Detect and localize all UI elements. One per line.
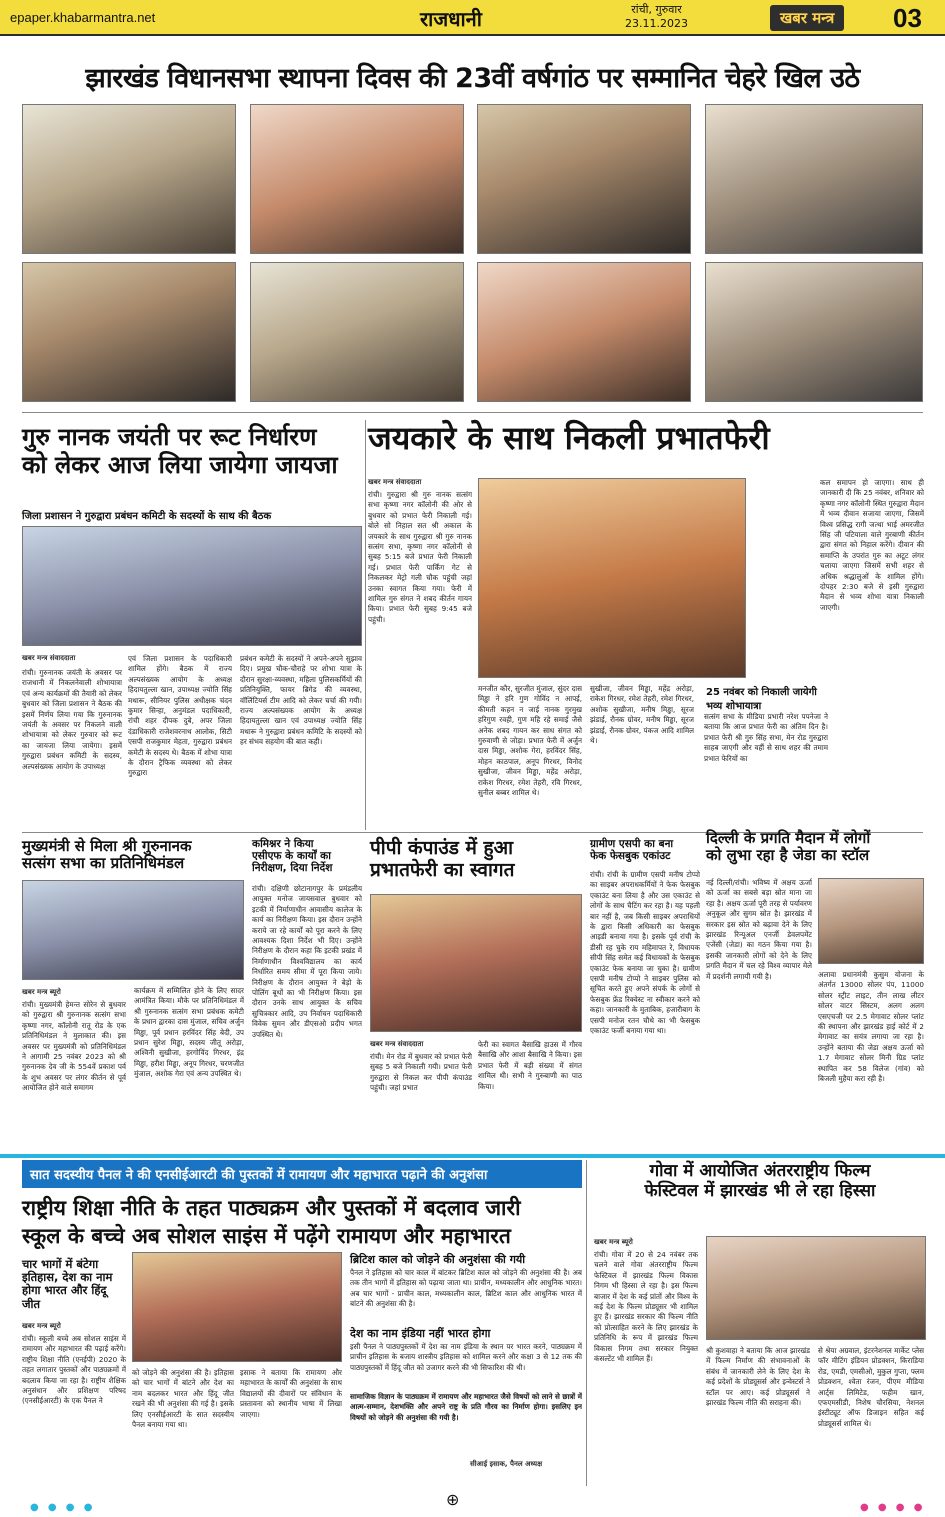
article-column: पैनल ने इतिहास को चार काल में बांटकर ब्रिटिश काल को जोड़ने की अनुशंसा की है। अब तक तीन भागों में इतिहास को पढ़ाया जाता था। प्राचीन, मध्यकालीन और आधुनिक भारत। अब चार भागों - प्राचीन काल, मध्यकालीन काल, ब्रिटिश काल और आधुनिक भारत में बांटने की अनुशंसा की है। (350, 1268, 582, 1309)
india-head: देश का नाम इंडिया नहीं भारत होगा (350, 1327, 491, 1340)
byline: खबर मन्त्र ब्यूरो (22, 1322, 61, 1330)
ncert-side-head: चार भागों में बंटेगा इतिहास, देश का नाम होगा भारत और हिंदू जीत (22, 1257, 113, 1311)
photo-award-2 (250, 104, 464, 254)
headline-line: पीपी कंपाउंड में हुआ (370, 837, 514, 859)
footer (0, 1496, 945, 1517)
byline: खबर मन्त्र संवाददाता (22, 654, 76, 662)
headline-line: स्कूल के बच्चे अब सोशल साइंस में पढ़ेंगे रामायण और महाभारत (22, 1224, 511, 1249)
photo-ramayana (132, 1252, 342, 1362)
color-registration-dots: ● ● ● ● (860, 1502, 926, 1513)
ppcompound-headline (370, 838, 580, 882)
article-column: मनजीत कौर, सुरजीत मुंजाल, सुंदर दास मिड्ढा ने हरि गुण गोविंद न आपई, कीमती कहन न जाई नानक गुरमुख हरिगुण रवही, गुण महि रहे समाई जैसे अनेक शबद गायन कर साध संगत को गुरुवाणी से जोड़ा। प्रभात फेरी में अर्जुन दास मिड्ढा, अशोक गेरा, हरविंदर सिंह, मोहन काठपाल, अनूप गिरधर, विनोद सुखीजा, जीवन मिड्ढा, महेंद्र अरोड़ा, राकेश गिरधर, रमेश तेहरी, रवि गिरधर, सुनील बब्बर शामिल थे। (478, 684, 582, 798)
photo-meeting (22, 526, 362, 646)
article-column: सत्संग सभा के मीडिया प्रभारी नरेश पपनेजा ने बताया कि आज प्रभात फेरी का अंतिम दिन है। प्रभात फेरी श्री गुरु सिंह सभा, मेन रोड गुरुद्वारा साहब जाएगी और वहीं से साथ शहर की तमाम प्रभात फेरियों का (704, 712, 828, 763)
photo-award-8 (705, 262, 923, 402)
article-column: फेरी का स्वागत बैसाखि हाउस में गौरव बैसाखि और आशा बैसाखि ने किया। इस प्रभात फेरी में बड़ी संख्या में संगत शामिल थी। सभी ने गुरुबाणी का पाठ किया। (478, 1040, 582, 1091)
headline-line: फेक फेसबुक एकांउट (590, 850, 671, 863)
fakefb-headline (590, 838, 702, 862)
article-column: इसाक ने बताया कि रामायण और महाभारत के कार्यों की अनुशंसा के साथ विद्यालयों की दीवारों पर संविधान के प्रस्तावना को स्थानीय भाषा में लिखा जाएगा। (240, 1368, 342, 1419)
prabhatferi-subhead: 25 नवंबर को निकाली जायेगी भव्य शोभायात्रा (706, 687, 817, 712)
byline: खबर मन्त्र संवाददाता (370, 1040, 424, 1048)
article-column: रांची। गुरुनानक जयंती के अवसर पर राजधानी में निकलनेवाली शोभायात्रा एवं अन्य कार्यक्रमों की तैयारी को लेकर बुधवार को जिला प्रशासन ने बैठक की इसमें निर्णय लिया गया कि गुरुनानक जयंती के अवसर पर निकलने वाली शोभायात्रा को लेकर गुरुवार को रूट का जायजा लिया जायेगा। इसमें गुरुद्वारा प्रबंधन कमिटी के सदस्य, अल्पसंख्यक आयोग के उपाध्यक्ष (22, 668, 122, 771)
photo-award-1 (22, 104, 236, 254)
site-url[interactable]: epaper.khabarmantra.net (10, 10, 156, 25)
article-column: सुखीजा, जीवन मिड्ढा, महेंद्र अरोड़ा, राकेश गिरधर, रमेश तेहरी, रमेश गिरधर, अशोक सुखीजा, मनीष मिड्ढा, सूरज झंडाई, रौनक ग्रोवर, मनीष मिड्ढा, सूरज झंडाई, रौनक ग्रोवर, पंकज आदि शामिल थे। (590, 684, 694, 746)
article-column: रांची। दक्षिणी छोटानागपुर के प्रमंडलीय आयुक्त मनोज जायसवाल बुधवार को इटकी में निर्माणाधीन आवासीय कालेज के कार्य का निरीक्षण किया। इस दौरान उन्होंने कराये जा रहे कार्यों को पूरा करने के लिए आवश्यक दिशा निर्देश भी दिए। उन्होंने निरीक्षण के दौरान कहा कि इटकी प्रखंड में निर्माणाधीन विश्वविद्यालय का कार्य निर्धारित समय सीमा में पूरा किया जाये। निरीक्षण के दौरान आयुक्त ने बेड़ो के पोलिंग बूथों का भी निरीक्षण किया। इस दौरान उनके साथ आयुक्त के सचिव सुचित्रकार आदि, उप निर्वाचन पदाधिकारी विवेक सुमन और डीएसओ प्रदीप भगत उपस्थित थे। (252, 884, 362, 1039)
headline-line: राष्ट्रीय शिक्षा नीति के तहत पाठ्यक्रम और पुस्तकों में बदलाव जारी (22, 1196, 521, 1220)
delhi-headline (706, 830, 928, 865)
color-registration-dots: ● ● ● ● (30, 1502, 96, 1513)
headline-line: फेस्टिवल में झारखंड भी ले रहा हिस्सा (644, 1180, 876, 1201)
byline: खबर मन्त्र संवाददाता (368, 478, 422, 486)
ncert-headline (22, 1194, 582, 1251)
photo-film-festival (706, 1236, 926, 1340)
article-column: एवं जिला प्रशासन के पदाधिकारी शामिल होंगे। बैठक में राज्य अल्पसंख्यक आयोग के अध्यक्ष हिदायतुल्ला खान, उपाध्यक्ष ज्योति सिंह मथारू, सीनियर पुलिस अधीक्षक चंदन कुमार सिन्हा, अनुमंडल पदाधिकारी, रांची शहर दीपक दुबे, अपर जिला दंडाधिकारी राजेशवरनाथ आलोक, सिटी एसपी राजकुमार मेहता, गुरुद्वारा प्रबंधन कमेटी के सदस्य थे। बैठक में शोभा यात्रा के दौरान ट्रैफिक व्यवस्था को लेकर गुरुद्वारा (128, 654, 232, 778)
article-column: प्रबंधन कमेटी के सदस्यों ने अपने-अपने सुझाव दिए। प्रमुख चौक-चौराहे पर शोभा यात्रा के दौरान सुरक्षा-व्यवस्था, महिला पुलिसकर्मियों की प्रतिनियुक्ति, फायर ब्रिगेड की व्यवस्था, वॉलिंटियर्स टीम आदि को लेकर चर्चा की गयी। राज्य अल्पसंख्यक आयोग के अध्यक्ष हिदायतुल्ला खान एवं उपाध्यक्ष ज्योति सिंह मथारू ने गुरुद्वारा प्रबंधन कमिटि के सदस्यों को हर संभव सहयोग की बात कही। (240, 654, 362, 747)
dateline (625, 3, 688, 31)
article-column: रांची। मुख्यमंत्री हेमन्त सोरेन से बुधवार को गुरुद्वारा श्री गुरुनानक सत्संग सभा कृष्णा नगर, कॉलोनी रातू रोड के एक प्रतिनिधिमंडल ने मुलाकात की। इस अवसर पर मुख्यमंत्री को प्रतिनिधिमंडल ने आगामी 25 नवंबर 2023 को श्री गुरुनानक देव जी के 554वें प्रकाश पर्व के शुभ अवसर पर लंगर कीर्तन से पूर्व आयोजित होने वाले समागम (22, 1000, 126, 1093)
quote-attribution: सीआई इसाक, पैनल अध्यक्ष (470, 1460, 543, 1468)
headline-line: को लुभा रहा है जेडा का स्टॉल (706, 846, 870, 865)
article-column: से श्रेया अग्रवाल, इंटरनेशनल मार्केट प्लेस फॉर मीटिंग इंडियन प्रोडक्शन, किराडिया रोड, एमडी, एमसीओ, मुकुल गुप्ता, फ्लम प्रोडक्शन, श्वेता रंजन, पीएम मीडिया आर्ट्स लिमिटेड, फहीम खान, एफएमसीडी, निशेष चौरसिया, नेशनल इंस्टीट्यूट ऑफ डिजाइन सहित कई प्रोड्यूसर्स शामिल थे। (818, 1346, 924, 1428)
headline-line: सत्संग सभा का प्रतिनिधिमंडल (22, 854, 185, 873)
headline-line: एसीएफ के कार्यों का (252, 850, 331, 863)
article-column: रांची। स्कूली बच्चे अब सोशल साइंस में रामायण और महाभारत की पढ़ाई करेंगे। राष्ट्रीय शिक्षा नीति (एनईपी) 2020 के तहत लगातार पुस्तकों और पाठ्यक्रमों में बदलाव किया जा रहा है। राष्ट्रीय शैक्षिक अनुसंधान और प्रशिक्षण परिषद (एनसीईआरटी) के एक पैनल ने (22, 1334, 126, 1406)
headline-line: प्रभातफेरी का स्वागत (370, 858, 515, 881)
photo-jreda-stall (818, 878, 924, 964)
masthead (0, 0, 945, 36)
headline-line: दिल्ली के प्रगति मैदान में लोगों (706, 829, 871, 847)
article-column: कल समापन हो जाएगा। साथ ही जानकारी दी कि 25 नवंबर, शनिवार को कृष्णा नगर कॉलोनी स्थित गुरुद्वारा मैदान में भव्य दीवान सजाया जाएगा, जिसमें विश्व प्रसिद्ध रागी जत्था भाई अमरजीत सिंह जी पटियाला वाले गुरबाणी कीर्तन द्वारा संगत को निहाल करेंगे। दीवान की समाप्ति के उपरांत गुरु का अटूट लंगर चलाया जाएगा जिसमें सभी शहर से अधिक श्रद्धालुओं के शामिल होंगे। दोपहर 2:30 बजे से इसी गुरुद्वारा मैदान से भव्य शोभा यात्रा निकाली जाएगी। (820, 478, 924, 612)
section-title: राजधानी (420, 7, 482, 31)
headline-line: निरीक्षण, दिया निर्देश (252, 862, 333, 875)
page-number: 03 (893, 3, 922, 33)
photo-prabhatferi (478, 478, 746, 678)
brand-logo: खबर मन्त्र (770, 5, 844, 31)
headline-line: गोवा में आयोजित अंतरराष्ट्रीय फिल्म (649, 1161, 871, 1181)
article-column: अलावा प्रधानमंत्री कुसुम योजना के अंतर्गत 13000 सोलर पंप, 11000 सोलर स्ट्रीट लाइट, तीन लाख लीटर सोलर वाटर सिस्टम, अलग अलग एसएचजी पर 2.5 मेगावाट सोलर प्लांट की स्थापना और झारखंड हाई कोर्ट में 2 मेगावाट का सयंत्र लगाया जा रहा है। उन्होंने बताया की जेडा अक्षय ऊर्जा को 1.7 मेगावाट सोलर मिनी ग्रिड प्लांट स्थापित कर 58 विलेज (गांव) को बिजली मुहैया करा रही है। (818, 970, 924, 1084)
article-column: रांची। गोवा में 20 से 24 नवंबर तक चलने वाले गोवा अंतरराष्ट्रीय फिल्म फेस्टिवल में झारखंड फिल्म विकास निगम भी हिस्सा ले रहा है। इस फिल्म बाजार में देश के कई प्रांतों और विश्व के कई देश के फिल्म प्रोड्यूसर भी शामिल हुए हैं। झारखंड सरकार की फिल्म नीति को प्रोत्साहित करने के लिए झारखंड के प्रतिनिधि के रूप में झारखंड फिल्म विकास निगम तथा सरकार नियुक्त कंसल्टेंट भी शामिल हैं। (594, 1250, 698, 1364)
divider (0, 1154, 945, 1158)
ncert-kicker: सात सदस्यीय पैनल ने की एनसीईआरटी की पुस्तकों में रामायण और महाभारत पढ़ाने की अनुशंसा (22, 1160, 582, 1188)
divider (22, 412, 923, 413)
headline-line: कमिश्नर ने किया (252, 838, 314, 850)
goa-headline (594, 1162, 926, 1201)
city-day: रांची, गुरुवार (631, 3, 682, 16)
photo-award-7 (477, 262, 691, 402)
article-column: रांची। गुरुद्वारा श्री गुरु नानक सत्संग सभा कृष्णा नगर कॉलोनी की ओर से बुधवार को प्रभात फेरी निकाली गई। बोले सो निहाल सत श्री अकाल के जयकारे के साथ गुरुद्वारा श्री गुरु नानक सत्संग सभा, कृष्णा नगर कॉलोनी से सुबह 5:15 बजे प्रभात फेरी निकाली गई। प्रभात फेरी पार्किंग गेट से निकलकर मेट्रो गली चौक पहुंची जहां उनका स्वागत किया गया। फेरी में शामिल गुरु संगत ने शबद कीर्तन गायन किया। प्रभात फेरी सुबह 9:45 बजे पहुंची। (368, 490, 472, 624)
photo-award-4 (705, 104, 923, 254)
quote: सामाजिक विज्ञान के पाठ्यक्रम में रामायण और महाभारत जैसे विषयों को लाने से छात्रों में आत्म-सम्मान, देशभक्ति और अपने राष्ट्र के प्रति गौरव का निर्माण होगा। इसलिए इन विषयों को जोड़ने की अनुशंसा की गयी है। (350, 1392, 582, 1422)
article-column: श्री कुशवाहा ने बताया कि आज झारखंड में फिल्म निर्माण की संभावनाओं के संबंध में जानकारी लेने के लिए देश के कई प्रदेशों के प्रोड्यूसर्स और इन्वेस्टर्स ने स्टॉल पर आए। कई प्रोड्यूसर्स ने झारखंड फिल्म नीति की सराहना की। (706, 1346, 810, 1408)
photo-award-3 (477, 104, 691, 254)
article-column: कार्यक्रम में सम्मिलित होने के लिए सादर आमंत्रित किया। मौके पर प्रतिनिधिमंडल में श्री गुरुनानक सत्संग सभा प्रबंधक कमेटी के प्रधान द्वारका दास मुंजाल, सचिव अर्जुन मिड्ढा, पूर्व प्रधान हरविंदर सिंह बेदी, उप प्रधान सुरेश मिड्ढा, सदस्य जीतू अरोड़ा, अश्विनी सुखीजा, हरगोविंद गिरधर, इंद्र मिड्ढा, हरीश मिड्ढा, अनूप गिरधर, चरणजीत मुंजाल, अशोक गेरा एवं अन्य उपस्थित थे। (134, 986, 244, 1079)
issue-date: 23.11.2023 (625, 17, 688, 30)
article-column: इसी पैनल ने पाठ्यपुस्तकों में देश का नाम इंडिया के स्थान पर भारत करने, पाठ्यक्रम में प्राचीन इतिहास के बजाय शास्त्रीय इतिहास को शामिल करने और कक्षा 3 से 12 तक की पाठ्यपुस्तकों में हिंदू जीत को उजागर करने की भी सिफारिश की थी। (350, 1342, 582, 1372)
article-column: नई दिल्ली/रांची। भविष्य में अक्षय ऊर्जा को ऊर्जा का सबसे बड़ा स्रोत माना जा रहा है। अक्षय ऊर्जा पूरी तरह से पर्यावरण अनुकूल और सुगम स्रोत है। झारखंड में सरकार इस स्रोत को बढ़ावा देने के लिए झारखंड रिन्यूअल एनर्जी डेवलपमेंट एजेंसी (जेडा) का गठन किया गया है। इसकी जानकारी लोगों को देने के लिए प्रगति मैदान में चल रहे विश्व व्यापार मेले में प्रदर्शनी लगायी गयी है। (706, 878, 812, 981)
photo-award-6 (250, 262, 464, 402)
photo-award-5 (22, 262, 236, 402)
top-headline: झारखंड विधानसभा स्थापना दिवस की 23वीं वर्षगांठ पर सम्मानित चेहरे खिल उठे (85, 63, 860, 94)
headline-line: ग्रामीण एसपी का बना (590, 838, 674, 850)
article-column: रांची। मेन रोड में बुधवार को प्रभात फेरी सुबह 5 बजे निकाली गयी। प्रभात फेरी गुरुद्वारा से निकल कर पीपी कंपाउंड पहुंची। जहां प्रभात (370, 1052, 472, 1093)
headline-line: मुख्यमंत्री से मिला श्री गुरुनानक (22, 837, 192, 855)
byline: खबर मन्त्र ब्यूरो (594, 1238, 633, 1246)
article-column: को जोड़ने की अनुशंसा की है। इतिहास को चार भागों में बांटने और देश का नाम बदलकर भारत और हिंदू जीत रखने की भी अनुशंसा की गई है। इसके लिए एनसीईआरटी के सात सदस्यीय पैनल बनाया गया था। (132, 1368, 234, 1430)
byline: खबर मन्त्र ब्यूरो (22, 988, 61, 996)
gurunanak-route-subhead: जिला प्रशासन ने गुरुद्वारा प्रबंधन कमिटी के सदस्यों के साथ की बैठक (22, 511, 272, 522)
divider (586, 1160, 587, 1486)
photo-cm-meeting (22, 880, 244, 980)
gurunanak-route-headline (22, 424, 362, 479)
divider (365, 420, 366, 830)
british-head: ब्रिटिश काल को जोड़ने की अनुशंसा की गयी (350, 1253, 526, 1266)
article-column: रांची। रांची के ग्रामीण एसपी मनीष टोप्पो का साइबर अपराधकर्मियों ने फेक फेसबुक एकाउंट बना लिया है और उस एकाउंट से लोगों के साथ चैटिंग कर रहा है। यह पहली बार नहीं है, जब किसी साइबर अपराधियों के द्वारा किसी अधिकारी का फेसबुक आइडी बनाया गया है। इसके पूर्व रांची के डीसी रह चुके राय महिमापत रे, विधायक सीपी सिंह समेत कई विधायकों के फेसबुक एकाउंट फेक बनाया जा चुका है। ग्रामीण एसपी मनीष टोप्पो ने साइबर पुलिस को सूचित करते हुए अपने संपर्क के लोगों से फेसबुक फ्रेंड रिक्वेस्ट ना स्वीकार करने को कहा। जानकारी के मुताबिक, हजारीबाग के एसपी मनोज रतन चौथे का भी फेसबुक एकाउंट फर्जी बनाया गया था। (590, 870, 700, 1036)
headline-line: गुरु नानक जयंती पर रूट निर्धारण (22, 423, 317, 451)
cm-meeting-headline (22, 838, 262, 873)
commissioner-headline (252, 838, 362, 874)
headline-line: को लेकर आज लिया जायेगा जायजा (22, 450, 338, 479)
prabhatferi-headline: जयकारे के साथ निकली प्रभातफेरी (368, 419, 770, 457)
crosshair-icon: ⊕ (446, 1490, 460, 1509)
photo-ppcompound (370, 894, 582, 1032)
